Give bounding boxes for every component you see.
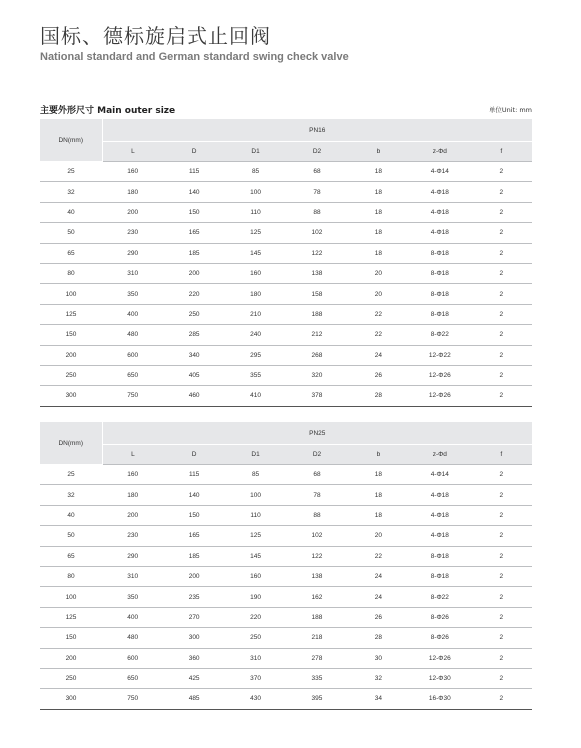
dn-cell: 25 bbox=[40, 465, 102, 485]
table-cell: 2 bbox=[471, 243, 532, 263]
table-cell: 12-Φ30 bbox=[409, 668, 470, 688]
table-cell: 300 bbox=[163, 628, 224, 648]
table-cell: 8-Φ18 bbox=[409, 263, 470, 283]
table-cell: 2 bbox=[471, 607, 532, 627]
table-cell: 68 bbox=[286, 162, 347, 182]
table-cell: 8-Φ18 bbox=[409, 304, 470, 324]
table-cell: 2 bbox=[471, 628, 532, 648]
dn-cell: 65 bbox=[40, 243, 102, 263]
table-cell: 28 bbox=[348, 628, 409, 648]
table-cell: 405 bbox=[163, 365, 224, 385]
table-cell: 230 bbox=[102, 223, 163, 243]
table-cell: 162 bbox=[286, 587, 347, 607]
table-cell: 2 bbox=[471, 587, 532, 607]
table-cell: 2 bbox=[471, 263, 532, 283]
table-cell: 145 bbox=[225, 243, 286, 263]
table-cell: 250 bbox=[163, 304, 224, 324]
table-cell: 138 bbox=[286, 566, 347, 586]
table-cell: 20 bbox=[348, 526, 409, 546]
table-row bbox=[40, 607, 532, 627]
table-cell: 26 bbox=[348, 365, 409, 385]
table-cell: 22 bbox=[348, 325, 409, 345]
table-cell: 650 bbox=[102, 365, 163, 385]
dn-cell: 125 bbox=[40, 607, 102, 627]
table-cell: 34 bbox=[348, 689, 409, 709]
table-cell: 4-Φ14 bbox=[409, 162, 470, 182]
table-cell: 18 bbox=[348, 505, 409, 525]
table-cell: 18 bbox=[348, 485, 409, 505]
table-cell: 24 bbox=[348, 345, 409, 365]
dn-header: DN(mm) bbox=[40, 422, 102, 465]
table-cell: 2 bbox=[471, 566, 532, 586]
table-cell: 230 bbox=[102, 526, 163, 546]
table-cell: 16-Φ30 bbox=[409, 689, 470, 709]
table-cell: 370 bbox=[225, 668, 286, 688]
pn-header: PN16 bbox=[102, 119, 532, 142]
table-cell: 140 bbox=[163, 182, 224, 202]
table-cell: 285 bbox=[163, 325, 224, 345]
table-cell: 8-Φ26 bbox=[409, 628, 470, 648]
dn-cell: 80 bbox=[40, 263, 102, 283]
column-header: D bbox=[163, 445, 224, 465]
table-cell: 20 bbox=[348, 284, 409, 304]
table-cell: 18 bbox=[348, 162, 409, 182]
table-cell: 160 bbox=[225, 263, 286, 283]
table-cell: 4-Φ18 bbox=[409, 202, 470, 222]
table-cell: 12-Φ22 bbox=[409, 345, 470, 365]
table-cell: 185 bbox=[163, 546, 224, 566]
table-cell: 18 bbox=[348, 223, 409, 243]
dn-cell: 300 bbox=[40, 689, 102, 709]
table-cell: 2 bbox=[471, 325, 532, 345]
table-row bbox=[40, 263, 532, 283]
table-cell: 150 bbox=[163, 202, 224, 222]
column-header: z-Φd bbox=[409, 445, 470, 465]
dn-cell: 125 bbox=[40, 304, 102, 324]
table-cell: 2 bbox=[471, 668, 532, 688]
table-row bbox=[40, 223, 532, 243]
table-cell: 200 bbox=[163, 566, 224, 586]
table-row bbox=[40, 243, 532, 263]
table-cell: 2 bbox=[471, 365, 532, 385]
table-cell: 26 bbox=[348, 607, 409, 627]
table-cell: 188 bbox=[286, 304, 347, 324]
table-cell: 122 bbox=[286, 243, 347, 263]
table-cell: 268 bbox=[286, 345, 347, 365]
table-cell: 28 bbox=[348, 386, 409, 406]
table-cell: 180 bbox=[225, 284, 286, 304]
table-cell: 122 bbox=[286, 546, 347, 566]
dn-cell: 150 bbox=[40, 628, 102, 648]
table-cell: 4-Φ18 bbox=[409, 182, 470, 202]
table-cell: 8-Φ22 bbox=[409, 587, 470, 607]
table-cell: 165 bbox=[163, 526, 224, 546]
table-cell: 750 bbox=[102, 386, 163, 406]
table-cell: 480 bbox=[102, 325, 163, 345]
table-cell: 2 bbox=[471, 202, 532, 222]
dn-header: DN(mm) bbox=[40, 119, 102, 162]
dn-cell: 100 bbox=[40, 284, 102, 304]
table-cell: 400 bbox=[102, 304, 163, 324]
dn-cell: 25 bbox=[40, 162, 102, 182]
table-cell: 4-Φ18 bbox=[409, 505, 470, 525]
table-row bbox=[40, 284, 532, 304]
table-cell: 2 bbox=[471, 386, 532, 406]
table-row bbox=[40, 505, 532, 525]
dn-cell: 40 bbox=[40, 505, 102, 525]
table-cell: 460 bbox=[163, 386, 224, 406]
table-cell: 8-Φ18 bbox=[409, 284, 470, 304]
table-cell: 4-Φ18 bbox=[409, 223, 470, 243]
table-cell: 235 bbox=[163, 587, 224, 607]
table-cell: 2 bbox=[471, 485, 532, 505]
table-cell: 295 bbox=[225, 345, 286, 365]
table-cell: 2 bbox=[471, 465, 532, 485]
table-cell: 378 bbox=[286, 386, 347, 406]
table-cell: 4-Φ14 bbox=[409, 465, 470, 485]
dimension-table-pn25 bbox=[40, 422, 532, 710]
page-title: 国标、德标旋启式止回阀 bbox=[40, 24, 271, 48]
table-cell: 2 bbox=[471, 546, 532, 566]
table-row bbox=[40, 162, 532, 182]
table-cell: 18 bbox=[348, 243, 409, 263]
table-cell: 200 bbox=[163, 263, 224, 283]
table-cell: 30 bbox=[348, 648, 409, 668]
table-cell: 350 bbox=[102, 587, 163, 607]
column-header: D2 bbox=[286, 445, 347, 465]
table-row bbox=[40, 386, 532, 406]
dn-cell: 150 bbox=[40, 325, 102, 345]
table-row bbox=[40, 526, 532, 546]
dn-cell: 80 bbox=[40, 566, 102, 586]
table-cell: 12-Φ26 bbox=[409, 386, 470, 406]
table-cell: 270 bbox=[163, 607, 224, 627]
dn-cell: 300 bbox=[40, 386, 102, 406]
table-cell: 750 bbox=[102, 689, 163, 709]
column-header: b bbox=[348, 142, 409, 162]
table-cell: 2 bbox=[471, 223, 532, 243]
table-cell: 320 bbox=[286, 365, 347, 385]
table-cell: 395 bbox=[286, 689, 347, 709]
table-cell: 200 bbox=[102, 202, 163, 222]
column-header: L bbox=[102, 445, 163, 465]
table-cell: 2 bbox=[471, 505, 532, 525]
dn-cell: 32 bbox=[40, 485, 102, 505]
table-cell: 240 bbox=[225, 325, 286, 345]
pn-header: PN25 bbox=[102, 422, 532, 445]
table-cell: 290 bbox=[102, 243, 163, 263]
table-row bbox=[40, 182, 532, 202]
table-cell: 8-Φ22 bbox=[409, 325, 470, 345]
table-cell: 22 bbox=[348, 546, 409, 566]
table-cell: 100 bbox=[225, 182, 286, 202]
table-cell: 355 bbox=[225, 365, 286, 385]
table-cell: 88 bbox=[286, 202, 347, 222]
table-cell: 85 bbox=[225, 162, 286, 182]
table-cell: 18 bbox=[348, 182, 409, 202]
table-row bbox=[40, 668, 532, 688]
dn-cell: 65 bbox=[40, 546, 102, 566]
table-row bbox=[40, 587, 532, 607]
table-cell: 2 bbox=[471, 304, 532, 324]
table-cell: 125 bbox=[225, 223, 286, 243]
table-cell: 430 bbox=[225, 689, 286, 709]
table-cell: 8-Φ18 bbox=[409, 243, 470, 263]
column-header: f bbox=[471, 445, 532, 465]
dn-cell: 250 bbox=[40, 668, 102, 688]
table-row bbox=[40, 648, 532, 668]
section-header bbox=[40, 103, 532, 117]
table-cell: 350 bbox=[102, 284, 163, 304]
dn-cell: 32 bbox=[40, 182, 102, 202]
dn-cell: 40 bbox=[40, 202, 102, 222]
table-cell: 32 bbox=[348, 668, 409, 688]
table-cell: 410 bbox=[225, 386, 286, 406]
table-cell: 220 bbox=[225, 607, 286, 627]
page-subtitle: National standard and German standard swing check valve bbox=[40, 51, 349, 63]
table-cell: 210 bbox=[225, 304, 286, 324]
table-cell: 480 bbox=[102, 628, 163, 648]
table-cell: 2 bbox=[471, 284, 532, 304]
table-cell: 218 bbox=[286, 628, 347, 648]
column-header: D1 bbox=[225, 142, 286, 162]
table-cell: 102 bbox=[286, 223, 347, 243]
table-cell: 600 bbox=[102, 648, 163, 668]
table-row bbox=[40, 485, 532, 505]
table-cell: 8-Φ18 bbox=[409, 546, 470, 566]
table-row bbox=[40, 304, 532, 324]
table-cell: 78 bbox=[286, 485, 347, 505]
table-cell: 12-Φ26 bbox=[409, 365, 470, 385]
table-cell: 110 bbox=[225, 202, 286, 222]
table-cell: 110 bbox=[225, 505, 286, 525]
table-cell: 158 bbox=[286, 284, 347, 304]
table-cell: 360 bbox=[163, 648, 224, 668]
table-cell: 18 bbox=[348, 202, 409, 222]
table-cell: 18 bbox=[348, 465, 409, 485]
table-cell: 2 bbox=[471, 182, 532, 202]
table-cell: 2 bbox=[471, 648, 532, 668]
column-header: L bbox=[102, 142, 163, 162]
table-cell: 150 bbox=[163, 505, 224, 525]
table-cell: 250 bbox=[225, 628, 286, 648]
table-cell: 8-Φ26 bbox=[409, 607, 470, 627]
table-cell: 160 bbox=[225, 566, 286, 586]
table-cell: 2 bbox=[471, 345, 532, 365]
table-cell: 24 bbox=[348, 587, 409, 607]
column-header: D bbox=[163, 142, 224, 162]
table-cell: 2 bbox=[471, 162, 532, 182]
table-row bbox=[40, 689, 532, 709]
table-row bbox=[40, 345, 532, 365]
table-cell: 145 bbox=[225, 546, 286, 566]
dn-cell: 100 bbox=[40, 587, 102, 607]
dn-cell: 200 bbox=[40, 648, 102, 668]
dn-cell: 50 bbox=[40, 223, 102, 243]
column-header: D2 bbox=[286, 142, 347, 162]
table-row bbox=[40, 202, 532, 222]
table-cell: 88 bbox=[286, 505, 347, 525]
table-cell: 20 bbox=[348, 263, 409, 283]
table-cell: 310 bbox=[102, 566, 163, 586]
table-cell: 165 bbox=[163, 223, 224, 243]
table-cell: 335 bbox=[286, 668, 347, 688]
table-cell: 340 bbox=[163, 345, 224, 365]
unit-label: 单位Unit: mm bbox=[488, 106, 532, 114]
table-cell: 8-Φ18 bbox=[409, 566, 470, 586]
table-row bbox=[40, 325, 532, 345]
table-cell: 310 bbox=[102, 263, 163, 283]
table-cell: 78 bbox=[286, 182, 347, 202]
table-cell: 310 bbox=[225, 648, 286, 668]
table-cell: 22 bbox=[348, 304, 409, 324]
dn-cell: 50 bbox=[40, 526, 102, 546]
table-cell: 2 bbox=[471, 689, 532, 709]
column-header: z-Φd bbox=[409, 142, 470, 162]
table-cell: 160 bbox=[102, 465, 163, 485]
table-cell: 278 bbox=[286, 648, 347, 668]
table-cell: 212 bbox=[286, 325, 347, 345]
table-cell: 125 bbox=[225, 526, 286, 546]
table-row bbox=[40, 365, 532, 385]
table-cell: 140 bbox=[163, 485, 224, 505]
column-header: f bbox=[471, 142, 532, 162]
table-cell: 400 bbox=[102, 607, 163, 627]
table-cell: 4-Φ18 bbox=[409, 485, 470, 505]
table-row bbox=[40, 546, 532, 566]
dn-cell: 200 bbox=[40, 345, 102, 365]
section-title: 主要外形尺寸 Main outer size bbox=[40, 106, 176, 116]
table-cell: 100 bbox=[225, 485, 286, 505]
table-cell: 85 bbox=[225, 465, 286, 485]
table-cell: 200 bbox=[102, 505, 163, 525]
table-cell: 115 bbox=[163, 162, 224, 182]
dn-cell: 250 bbox=[40, 365, 102, 385]
column-header: b bbox=[348, 445, 409, 465]
table-cell: 180 bbox=[102, 485, 163, 505]
table-cell: 68 bbox=[286, 465, 347, 485]
column-header: D1 bbox=[225, 445, 286, 465]
table-cell: 190 bbox=[225, 587, 286, 607]
table-cell: 102 bbox=[286, 526, 347, 546]
dimension-table-pn16 bbox=[40, 119, 532, 407]
table-row bbox=[40, 628, 532, 648]
table-row bbox=[40, 566, 532, 586]
table-cell: 160 bbox=[102, 162, 163, 182]
table-cell: 185 bbox=[163, 243, 224, 263]
table-cell: 600 bbox=[102, 345, 163, 365]
table-cell: 180 bbox=[102, 182, 163, 202]
table-cell: 485 bbox=[163, 689, 224, 709]
table-cell: 2 bbox=[471, 526, 532, 546]
table-cell: 115 bbox=[163, 465, 224, 485]
table-cell: 12-Φ26 bbox=[409, 648, 470, 668]
table-cell: 290 bbox=[102, 546, 163, 566]
table-cell: 188 bbox=[286, 607, 347, 627]
table-row bbox=[40, 465, 532, 485]
table-cell: 138 bbox=[286, 263, 347, 283]
table-cell: 220 bbox=[163, 284, 224, 304]
table-cell: 4-Φ18 bbox=[409, 526, 470, 546]
table-cell: 650 bbox=[102, 668, 163, 688]
table-cell: 24 bbox=[348, 566, 409, 586]
table-cell: 425 bbox=[163, 668, 224, 688]
